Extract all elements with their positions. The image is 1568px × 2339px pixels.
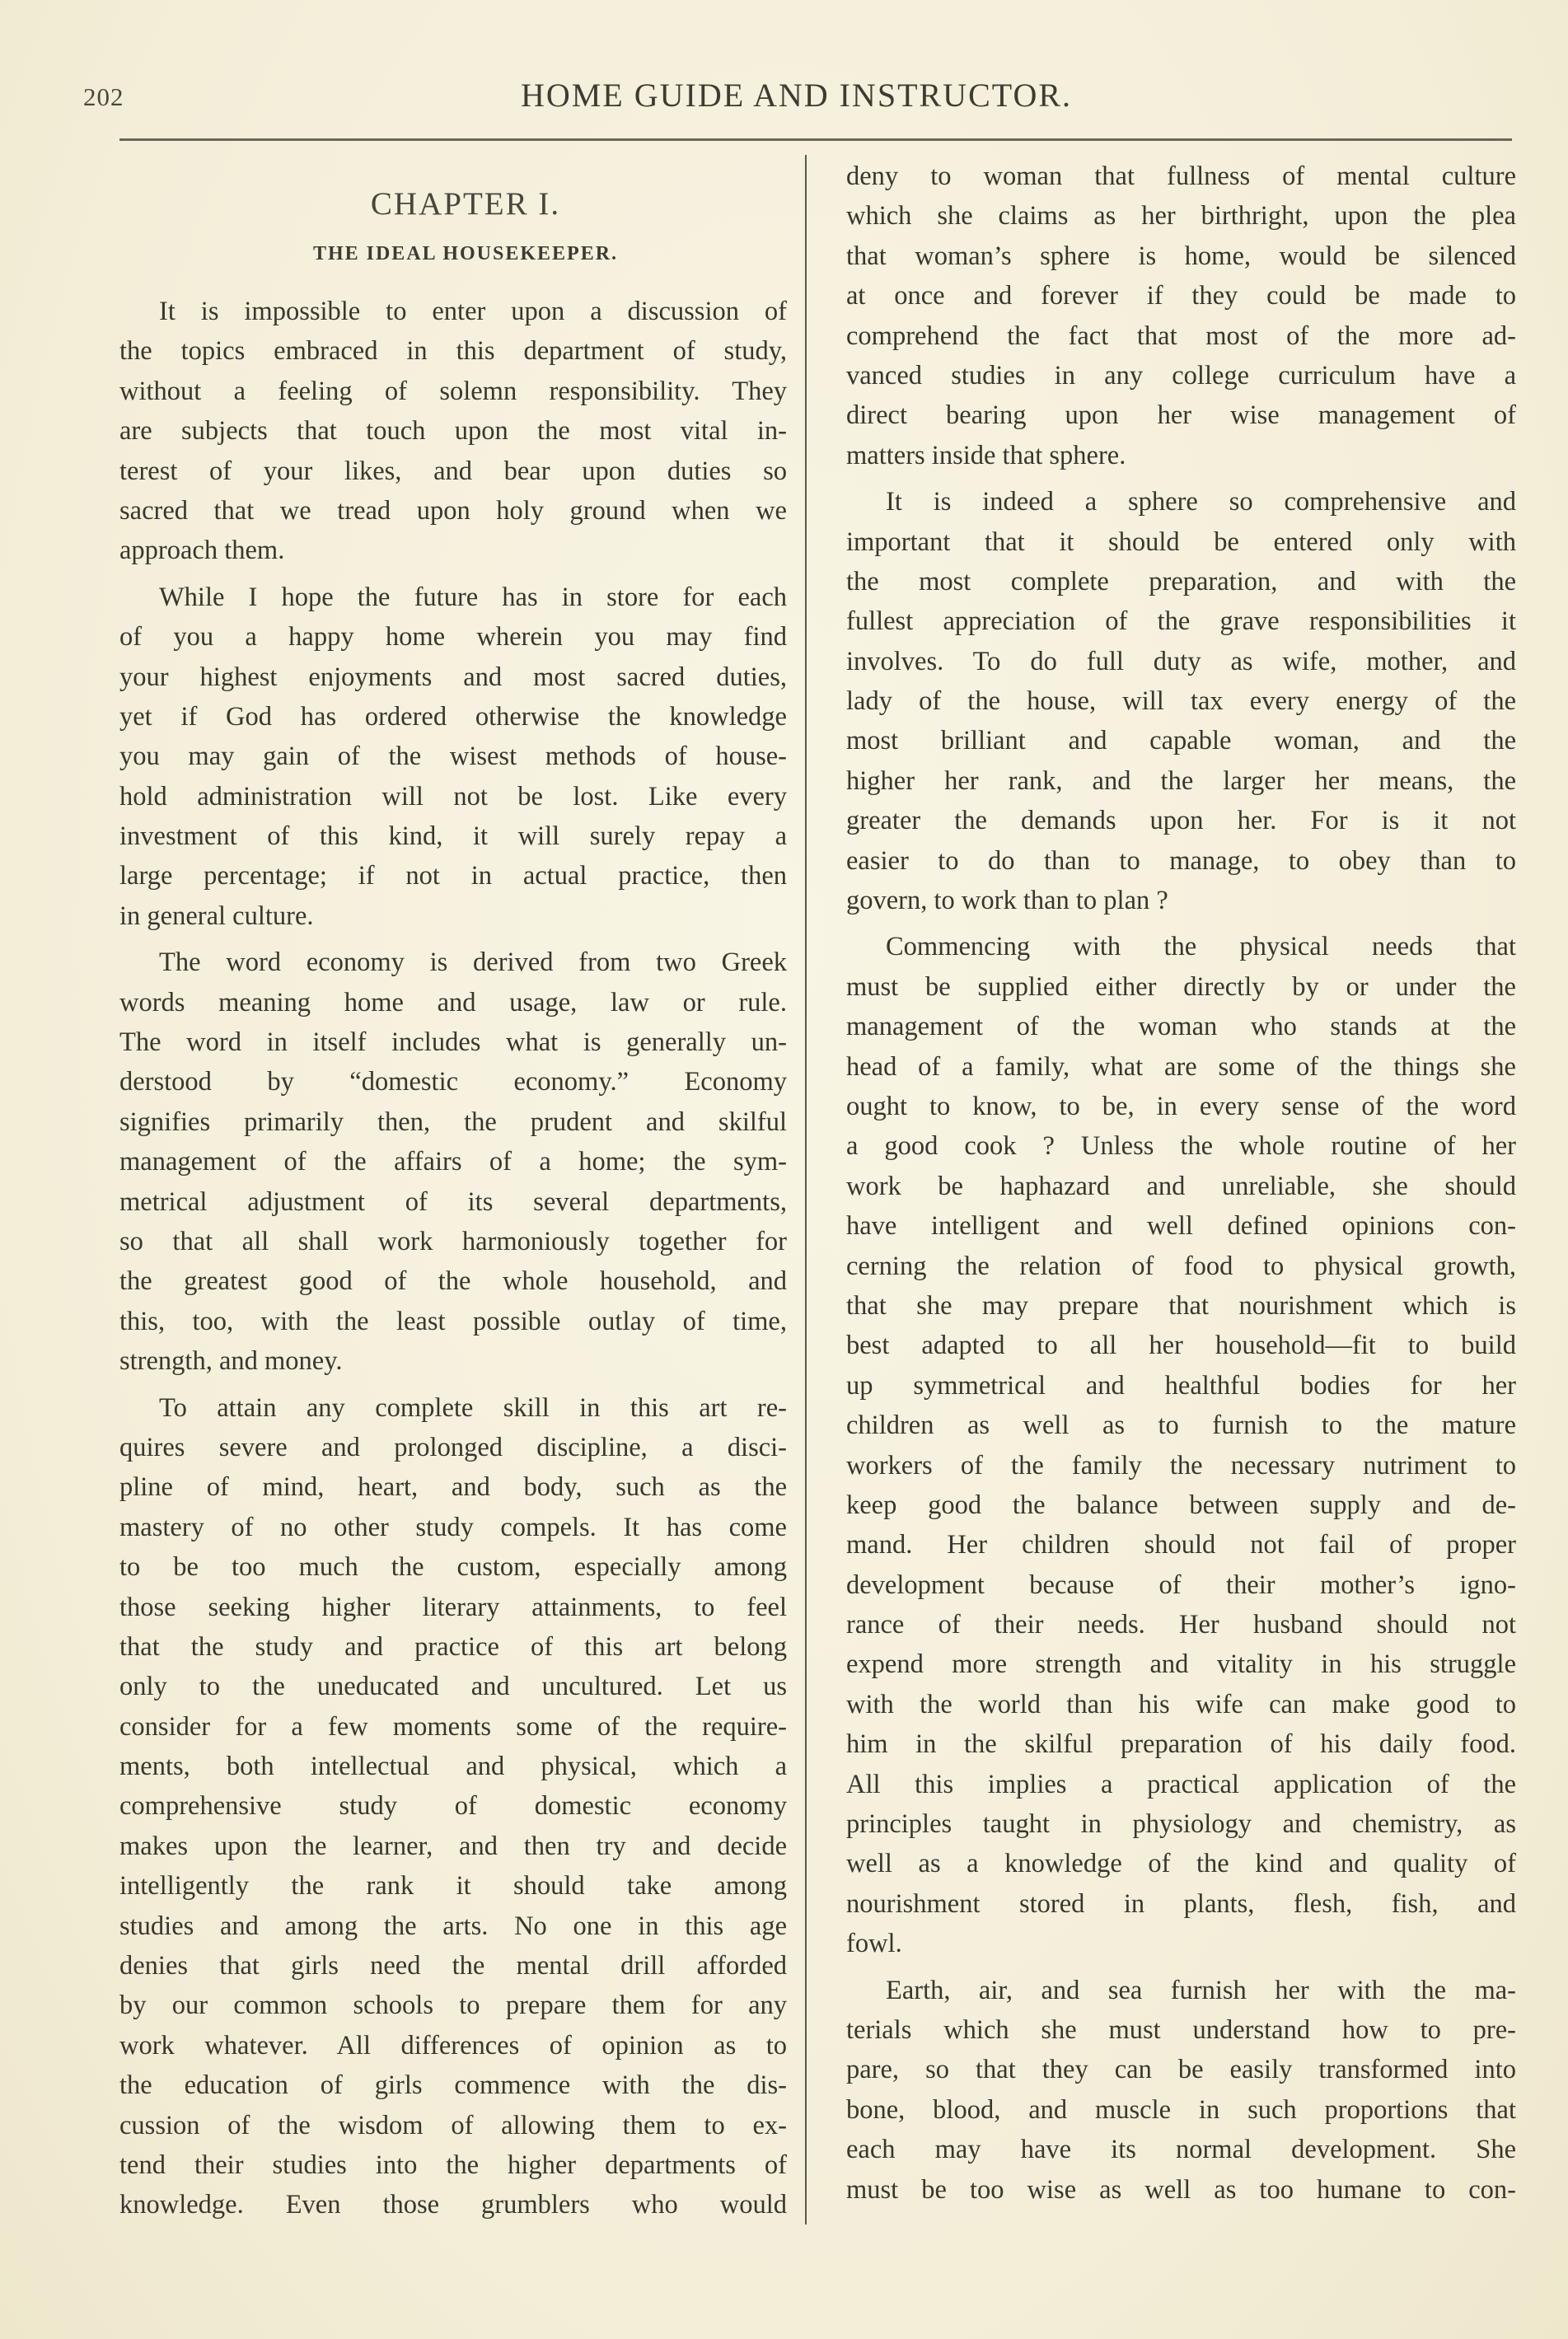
text-line: intelligently the rank it should take among [119, 1871, 787, 1902]
text-line: the most complete preparation, and with the [846, 566, 1516, 596]
text-line: quires severe and prolonged discipline, a disci- [119, 1432, 787, 1462]
text-line: Earth, air, and sea furnish her with the ma- [886, 1975, 1516, 2005]
text-line: To attain any complete skill in this art re- [159, 1392, 787, 1423]
chapter-subtitle: THE IDEAL HOUSEKEEPER. [312, 243, 619, 264]
text-line: ought to know, to be, in every sense of the word [846, 1091, 1516, 1121]
text-line: are subjects that touch upon the most vital in- [119, 416, 787, 447]
text-line: deny to woman that fullness of mental culture [846, 161, 1516, 191]
text-line: While I hope the future has in store for each [159, 582, 787, 612]
text-line: must be too wise as well as too humane to con- [846, 2174, 1516, 2205]
text-line: denies that girls need the mental drill afforded [119, 1951, 787, 1981]
text-line: large percentage; if not in actual practice, then [119, 861, 787, 891]
right-paragraphs [846, 157, 1516, 2210]
chapter-title: CHAPTER I. [370, 186, 561, 222]
text-line: work whatever. All differences of opinion as to [119, 2030, 787, 2061]
text-line: each may have its normal development. She [846, 2135, 1516, 2165]
text-line: vanced studies in any college curriculum have a [846, 360, 1516, 391]
text-line: so that all shall work harmoniously together for [119, 1226, 787, 1256]
text-line: derstood by “domestic economy.” Economy [119, 1067, 787, 1097]
text-line: with the world than his wife can make good to [846, 1689, 1516, 1719]
text-line: most brilliant and capable woman, and the [846, 726, 1516, 756]
text-line: words meaning home and usage, law or rule. [119, 987, 787, 1017]
column-divider [805, 155, 807, 2224]
text-line: lady of the house, will tax every energy of the [846, 686, 1516, 717]
text-line: comprehensive study of domestic economy [119, 1791, 787, 1822]
left-column [119, 175, 787, 2225]
text-line: to be too much the custom, especially among [119, 1552, 787, 1583]
text-line: approach them. [119, 536, 285, 566]
text-line: the greatest good of the whole household, and [119, 1266, 787, 1297]
text-line: greater the demands upon her. For is it not [846, 806, 1516, 836]
text-line: consider for a few moments some of the require- [119, 1711, 787, 1742]
text-line: ments, both intellectual and physical, which a [119, 1752, 787, 1782]
text-line: yet if God has ordered otherwise the knowledge [119, 701, 787, 732]
text-line: must be supplied either directly by or under the [846, 971, 1516, 1002]
text-line: best adapted to all her household—fit to build [846, 1331, 1516, 1361]
paragraph-gap [846, 1964, 1516, 1971]
text-line: involves. To do full duty as wife, mother, and [846, 646, 1516, 676]
paragraph [119, 292, 787, 571]
text-line: mastery of no other study compels. It has come [119, 1512, 787, 1542]
text-line: head of a family, what are some of the things she [846, 1051, 1516, 1082]
text-line: in general culture. [119, 901, 314, 931]
text-line: It is impossible to enter upon a discussion of [159, 297, 787, 326]
text-line: without a feeling of solemn responsibility. They [119, 376, 787, 406]
text-line: important that it should be entered only with [846, 526, 1516, 557]
text-line: studies and among the arts. No one in this age [119, 1911, 787, 1941]
text-line: All this implies a practical application of the [846, 1769, 1516, 1799]
text-line: hold administration will not be lost. Like every [119, 781, 787, 812]
text-line: Commencing with the physical needs that [886, 932, 1516, 962]
text-line: cerning the relation of food to physical growth, [846, 1251, 1516, 1281]
paragraph [846, 482, 1516, 920]
paragraph [119, 1388, 787, 2225]
text-line: fowl. [846, 1929, 902, 1959]
text-line: management of the woman who stands at the [846, 1012, 1516, 1042]
text-line: direct bearing upon her wise management of [846, 400, 1516, 431]
paragraph-gap [846, 920, 1516, 927]
text-line: knowledge. Even those grumblers who would [119, 2190, 787, 2220]
text-line: that the study and practice of this art belong [119, 1631, 787, 1662]
text-line: higher her rank, and the larger her means, the [846, 765, 1516, 796]
text-line: tend their studies into the higher departments of [119, 2150, 787, 2180]
text-line: you may gain of the wisest methods of house- [119, 741, 787, 772]
text-line: workers of the family the necessary nutriment to [846, 1450, 1516, 1481]
text-line: comprehend the fact that most of the more ad- [846, 320, 1516, 351]
paragraph-gap [119, 936, 787, 943]
text-line: sacred that we tread upon holy ground when we [119, 495, 787, 526]
text-line: work be haphazard and unreliable, she should [846, 1171, 1516, 1201]
text-line: this, too, with the least possible outlay of time, [119, 1306, 787, 1336]
paragraph [119, 578, 787, 937]
paragraph [846, 1971, 1516, 2210]
paragraph [846, 157, 1516, 475]
text-line: investment of this kind, it will surely repay a [119, 821, 787, 852]
text-line: The word in itself includes what is generally un- [119, 1027, 787, 1058]
text-line: keep good the balance between supply and de- [846, 1490, 1516, 1520]
text-line: that woman’s sphere is home, would be silenced [846, 241, 1516, 271]
paragraph-gap [119, 571, 787, 578]
text-line: It is indeed a sphere so comprehensive and [886, 487, 1516, 517]
text-line: well as a knowledge of the kind and quality of [846, 1849, 1516, 1879]
paragraph [119, 943, 787, 1381]
text-line: matters inside that sphere. [846, 440, 1126, 470]
text-line: pline of mind, heart, and body, such as the [119, 1472, 787, 1503]
text-line: the topics embraced in this department of study, [119, 336, 787, 367]
text-line: the education of girls commence with the dis- [119, 2070, 787, 2101]
text-line: terials which she must understand how to pre- [846, 2014, 1516, 2045]
paragraph-gap [846, 475, 1516, 482]
text-line: pare, so that they can be easily transformed into [846, 2055, 1516, 2085]
text-line: children as well as to furnish to the mature [846, 1410, 1516, 1441]
text-line: him in the skilful preparation of his daily food. [846, 1729, 1516, 1760]
text-line: up symmetrical and healthful bodies for her [846, 1370, 1516, 1401]
left-paragraphs [119, 292, 787, 2225]
right-column [846, 157, 1516, 2210]
text-line: rance of their needs. Her husband should not [846, 1610, 1516, 1640]
text-line: expend more strength and vitality in his struggle [846, 1649, 1516, 1680]
text-line: which she claims as her birthright, upon the plea [846, 201, 1516, 232]
header-rule [119, 138, 1512, 141]
text-line: mand. Her children should not fail of proper [846, 1530, 1516, 1560]
text-line: metrical adjustment of its several departments, [119, 1186, 787, 1217]
text-line: govern, to work than to plan ? [846, 886, 1168, 916]
text-line: management of the affairs of a home; the sym- [119, 1147, 787, 1177]
running-title: HOME GUIDE AND INSTRUCTOR. [520, 77, 1073, 114]
text-line: have intelligent and well defined opinions con- [846, 1211, 1516, 1242]
text-line: easier to do than to manage, to obey than to [846, 845, 1516, 876]
text-line: fullest appreciation of the grave responsibilities it [846, 606, 1516, 637]
page-number: 202 [83, 82, 124, 111]
text-line: nourishment stored in plants, flesh, fish, and [846, 1888, 1516, 1919]
text-line: of you a happy home wherein you may find [119, 622, 787, 653]
text-line: only to the uneducated and uncultured. Let us [119, 1672, 787, 1702]
text-line: bone, blood, and muscle in such proportions that [846, 2094, 1516, 2125]
text-line: your highest enjoyments and most sacred duties, [119, 662, 787, 692]
text-line: principles taught in physiology and chemistry, as [846, 1809, 1516, 1840]
text-line: by our common schools to prepare them for any [119, 1990, 787, 2021]
text-line: cussion of the wisdom of allowing them to ex- [119, 2110, 787, 2140]
text-line: signifies primarily then, the prudent and skilful [119, 1106, 787, 1137]
paragraph-gap [119, 1382, 787, 1388]
text-line: those seeking higher literary attainments, to feel [119, 1592, 787, 1622]
text-line: that she may prepare that nourishment which is [846, 1290, 1516, 1321]
text-line: The word economy is derived from two Greek [159, 947, 787, 978]
text-line: makes upon the learner, and then try and decide [119, 1831, 787, 1861]
text-line: development because of their mother’s igno- [846, 1569, 1516, 1600]
text-line: at once and forever if they could be made to [846, 281, 1516, 311]
paragraph [846, 927, 1516, 1963]
text-line: a good cook ? Unless the whole routine of her [846, 1131, 1516, 1162]
text-line: terest of your likes, and bear upon duties so [119, 456, 787, 486]
text-line: strength, and money. [119, 1346, 343, 1377]
